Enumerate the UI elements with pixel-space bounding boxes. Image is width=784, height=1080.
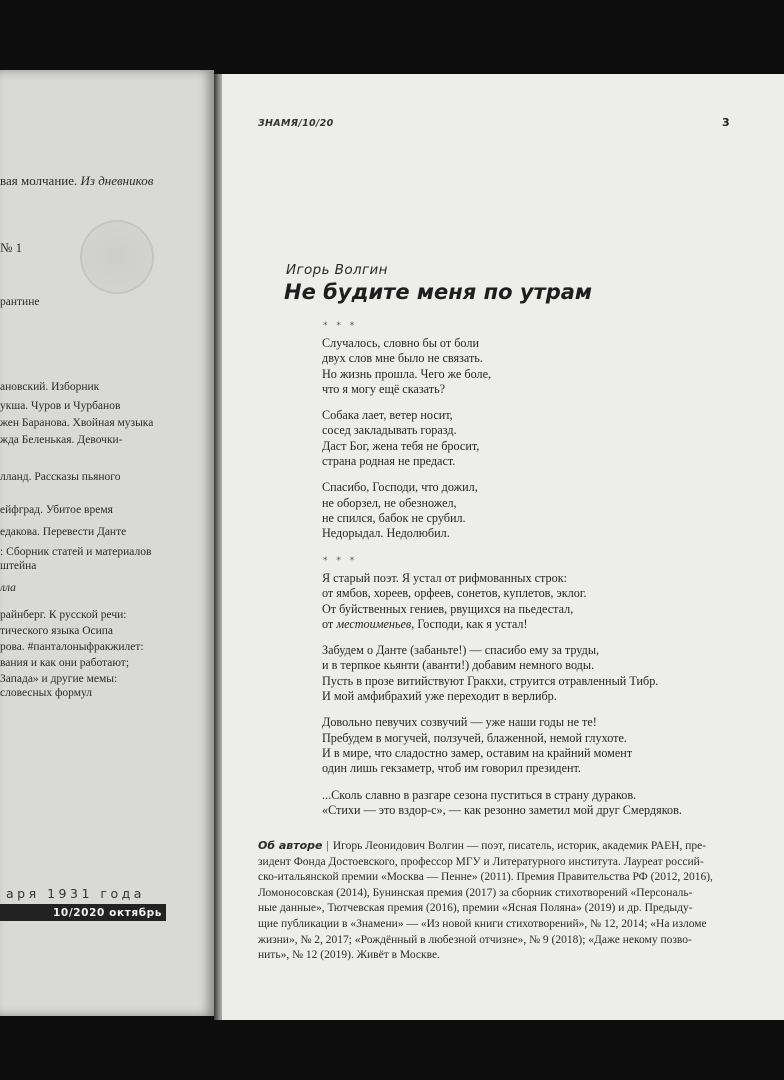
verse-line: Собака лает, ветер носит, (322, 408, 453, 423)
verse-line: один лишь гекзаметр, чтоб им говорил президент. (322, 761, 581, 776)
verse-line: Я старый поэт. Я устал от рифмованных строк: (322, 571, 567, 585)
issue-band: 10/2020 октябрь (0, 904, 166, 921)
section-asterisks: * * * (323, 556, 358, 566)
verse-line: Даст Бог, жена тебя не бросит, (322, 438, 480, 453)
verse-line: Но жизнь прошла. Чего же боле, (322, 366, 492, 381)
contents-line: словесных формул (0, 687, 92, 699)
contents-line: штейна (0, 560, 37, 572)
contents-line: № 1 (0, 240, 23, 255)
faded-stamp (80, 220, 154, 294)
about-line: ско-итальянской премии «Москва — Пенне» (2011). Премия Правительства РФ (2012, 2016), (258, 871, 713, 884)
contents-line: лла (0, 582, 16, 594)
contents-line: тического языка Осипа (0, 625, 114, 637)
about-line: зидент Фонда Достоевского, профессор МГУ и Литературного института. Лауреат россий- (258, 855, 704, 868)
about-line: ные данные», Тютчевская премия (2016), премии «Ясная Поляна» (2019) и др. Предыду- (258, 902, 693, 915)
contents-line: едакова. Перевести Данте (0, 526, 127, 538)
about-label: Об авторе (258, 839, 323, 852)
verse-line: И мой амфибрахий уже переходит в верлибр. (322, 689, 557, 704)
contents-line: вая молчание. Из дневников (0, 173, 154, 188)
poem-1 (322, 336, 762, 553)
verse-line: Пребудем в могучей, ползучей, блаженной, немой глухоте. (322, 730, 627, 745)
about-line: Об авторе | Игорь Леонидович Волгин — поэт, писатель, историк, академик РАЕН, пре- (258, 839, 707, 852)
previous-page (0, 70, 214, 1016)
verse-line: от местоименьев, Господи, как я устал! (322, 616, 528, 631)
stanza (322, 480, 762, 541)
verse-line: От буйственных гениев, рвущихся на пьедестал, (322, 601, 574, 616)
verse-line: не спился, бабок не срубил. (322, 510, 466, 525)
about-author (258, 838, 758, 964)
about-line: щие публикации в «Знамени» — «Из новой книги стихотворений», № 12, 2014; «На изломе (258, 917, 707, 930)
about-line: Ломоносовская (2014), Бунинская премия (2017) за сборник стихотворений «Персональ- (258, 886, 693, 899)
about-line: жизни», № 2, 2017; «Рождённый в любезной отчизне», № 9 (2018); «Даже некому позво- (258, 933, 692, 946)
poem-2 (322, 571, 762, 829)
contents-line: жда Беленькая. Девочки- (0, 434, 123, 446)
verse-line: не оборзел, не обезножел, (322, 495, 457, 510)
stanza (322, 643, 762, 704)
stanza (322, 715, 762, 776)
section-asterisks: * * * (323, 321, 358, 331)
verse-line: сосед закладывать горазд. (322, 423, 457, 438)
stanza (322, 408, 762, 469)
verse-line: и в терпкое кьянти (аванти!) добавим немного воды. (322, 658, 595, 673)
stanza (322, 336, 762, 397)
verse-line: Довольно певучих созвучий — уже наши годы не те! (322, 715, 597, 730)
contents-line: райнберг. К русской речи: (0, 609, 127, 621)
contents-line: ейфград. Убитое время (0, 504, 113, 516)
stanza (322, 571, 762, 632)
stanza (322, 788, 762, 819)
contents-line: вания и как они работают; (0, 657, 130, 669)
verse-line: «Стихи — это вздор-с», — как резонно заметил мой друг Смердяков. (322, 802, 682, 817)
contents-line: лланд. Рассказы пьяного (0, 471, 121, 483)
verse-line: ...Сколь славно в разгаре сезона пуститься в страну дураков. (322, 787, 637, 802)
contents-line: жен Баранова. Хвойная музыка (0, 417, 154, 429)
about-line: нить», № 12 (2019). Живёт в Москве. (258, 949, 440, 962)
verse-line: двух слов мне было не связать. (322, 351, 483, 366)
verse-line: Случалось, словно бы от боли (322, 336, 479, 350)
verse-line: Забудем о Данте (забаньте!) — спасибо ему за труды, (322, 643, 600, 658)
verse-line: Спасибо, Господи, что дожил, (322, 480, 478, 495)
verse-line: И в мире, что сладостно замер, оставим на крайний момент (322, 745, 633, 760)
contents-line: Запада» и другие мемы: (0, 673, 118, 685)
verse-line: страна родная не предаст. (322, 454, 456, 469)
journal-header: ЗНАМЯ/10/20 (258, 118, 334, 129)
about-separator: | (326, 840, 329, 852)
verse-line: Пусть в прозе витийствуют Гракхи, струится отравленный Тибр. (322, 673, 659, 688)
current-page (222, 74, 784, 1020)
contents-line: ановский. Изборник (0, 381, 100, 393)
poem-cycle-title: Не будите меня по утрам (284, 280, 593, 304)
contents-line: укша. Чуров и Чурбанов (0, 400, 121, 412)
footer-date: аря 1931 года (6, 886, 145, 901)
page-number: 3 (722, 116, 730, 129)
contents-line: рантине (0, 296, 40, 308)
author-name: Игорь Волгин (286, 262, 388, 278)
verse-line: Недорыдал. Недолюбил. (322, 526, 450, 541)
verse-line: от ямбов, хореев, орфеев, сонетов, куплетов, эклог. (322, 586, 587, 601)
verse-line: что я могу ещё сказать? (322, 381, 446, 396)
contents-line: рова. #панталоныфракжилет: (0, 641, 144, 653)
contents-line: : Сборник статей и материалов (0, 546, 152, 558)
